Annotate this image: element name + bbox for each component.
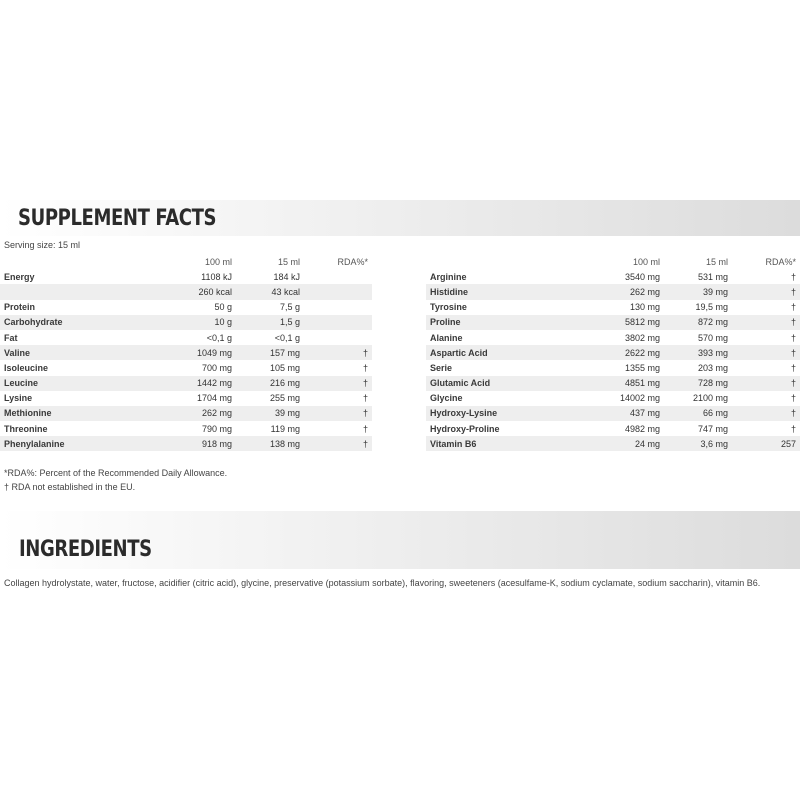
table-row [0, 376, 372, 391]
amount-value: 216 mg [236, 376, 304, 391]
column-header: 100 ml [204, 256, 232, 267]
column-header: 15 ml [705, 256, 728, 267]
ingredients-title: INGREDIENTS [19, 537, 152, 562]
amount-value: 872 mg [664, 315, 732, 330]
nutrient-name: Hydroxy-Lysine [426, 406, 576, 421]
rda-value: † [304, 345, 372, 360]
rda-value: † [790, 362, 796, 373]
table-row [0, 421, 372, 436]
column-header [0, 254, 150, 269]
nutrient-name: Serie [430, 362, 453, 373]
amount-value: 4851 mg [576, 376, 664, 391]
table-row [0, 315, 372, 330]
nutrient-name: Glycine [430, 393, 463, 404]
table-row [426, 421, 800, 436]
amount-value: <0,1 g [206, 332, 232, 343]
nutrient-name: Methionine [0, 406, 150, 421]
nutrient-name: Aspartic Acid [426, 345, 576, 360]
amount-value: 3540 mg [624, 271, 660, 282]
amount-value: <0,1 g [274, 332, 300, 343]
amount-value: 437 mg [576, 406, 664, 421]
nutrient-name: Isoleucine [4, 362, 49, 373]
table-row [426, 330, 800, 345]
rda-value [304, 269, 372, 284]
table-row [0, 300, 372, 315]
nutrition-table-left [0, 254, 372, 451]
amount-value: 3,6 mg [664, 436, 732, 451]
column-header: RDA%* [765, 256, 796, 267]
amount-value: 393 mg [664, 345, 732, 360]
rda-value: † [732, 376, 800, 391]
amount-value: 747 mg [697, 423, 728, 434]
amount-value: 157 mg [236, 345, 304, 360]
rda-value: † [790, 332, 796, 343]
nutrient-name: Energy [4, 271, 35, 282]
amount-value: 255 mg [269, 393, 300, 404]
table-row [426, 315, 800, 330]
table-row [0, 284, 372, 299]
rda-value: † [732, 345, 800, 360]
amount-value: 19,5 mg [695, 302, 728, 313]
nutrient-name: Carbohydrate [0, 315, 150, 330]
amount-value: 728 mg [664, 376, 732, 391]
rda-value: † [732, 315, 800, 330]
table-row [426, 406, 800, 421]
column-header: RDA%* [337, 256, 368, 267]
rda-value [304, 284, 372, 299]
nutrient-name: Histidine [426, 284, 576, 299]
table-row [0, 330, 372, 345]
amount-value: 24 mg [576, 436, 664, 451]
nutrient-name: Proline [426, 315, 576, 330]
rda-value: † [790, 393, 796, 404]
nutrient-name: Phenylalanine [0, 436, 150, 451]
nutrient-name: Threonine [4, 423, 48, 434]
amount-value: 262 mg [576, 284, 664, 299]
amount-value: 531 mg [697, 271, 728, 282]
table-row [426, 391, 800, 406]
amount-value: 2100 mg [692, 393, 728, 404]
nutrient-name: Hydroxy-Proline [430, 423, 500, 434]
supplement-facts-header [0, 200, 800, 236]
table-row [426, 376, 800, 391]
ingredients-header [0, 511, 800, 569]
nutrition-table-right [426, 254, 800, 451]
amount-value: 3802 mg [624, 332, 660, 343]
amount-value: 39 mg [236, 406, 304, 421]
table-row [426, 436, 800, 451]
rda-value: † [362, 393, 368, 404]
serving-size: Serving size: 15 ml [4, 240, 81, 250]
amount-value: 260 kcal [150, 284, 236, 299]
rda-value: † [362, 423, 368, 434]
rda-value: † [304, 376, 372, 391]
table-row [426, 284, 800, 299]
nutrient-name: Tyrosine [430, 302, 467, 313]
nutrient-name: Vitamin B6 [426, 436, 576, 451]
amount-value: 5812 mg [576, 315, 664, 330]
amount-value: 790 mg [201, 423, 232, 434]
amount-value: 1108 kJ [201, 271, 232, 282]
table-row [0, 436, 372, 451]
table-row [426, 300, 800, 315]
nutrient-name: Alanine [430, 332, 463, 343]
table-row [426, 269, 800, 284]
nutrient-name: Arginine [430, 271, 467, 282]
nutrient-name: Glutamic Acid [426, 376, 576, 391]
amount-value: 184 kJ [273, 271, 300, 282]
supplement-facts-title: SUPPLEMENT FACTS [18, 206, 217, 231]
rda-value: † [790, 302, 796, 313]
table-row [0, 406, 372, 421]
amount-value: 1355 mg [624, 362, 660, 373]
nutrient-name: Protein [4, 302, 36, 313]
amount-value: 918 mg [150, 436, 236, 451]
table-row [0, 269, 372, 284]
nutrient-name: Leucine [0, 376, 150, 391]
table-row [426, 345, 800, 360]
amount-value: 138 mg [236, 436, 304, 451]
column-header: 15 ml [277, 256, 300, 267]
amount-value: 570 mg [697, 332, 728, 343]
footnote-rda-not-established: † RDA not established in the EU. [4, 482, 136, 492]
amount-value: 10 g [150, 315, 236, 330]
table-row [0, 360, 372, 375]
amount-value: 14002 mg [619, 393, 660, 404]
amount-value: 119 mg [270, 423, 300, 434]
amount-value: 7,5 g [279, 302, 300, 313]
rda-value: † [732, 284, 800, 299]
rda-value: † [362, 362, 368, 373]
amount-value: 1,5 g [236, 315, 304, 330]
table-header-row [426, 254, 800, 269]
amount-value: 130 mg [629, 302, 660, 313]
rda-value: † [304, 436, 372, 451]
nutrient-name [0, 284, 150, 299]
amount-value: 4982 mg [624, 423, 660, 434]
footnote-rda-percent: *RDA%: Percent of the Recommended Daily Allowance. [4, 468, 228, 478]
table-row [426, 360, 800, 375]
rda-value: † [732, 406, 800, 421]
nutrient-name: Lysine [4, 393, 33, 404]
amount-value: 700 mg [201, 362, 232, 373]
amount-value: 66 mg [664, 406, 732, 421]
amount-value: 262 mg [150, 406, 236, 421]
table-row [0, 391, 372, 406]
column-header [426, 254, 576, 269]
amount-value: 43 kcal [236, 284, 304, 299]
rda-value: † [304, 406, 372, 421]
rda-value: 257 [732, 436, 800, 451]
ingredients-text: Collagen hydrolystate, water, fructose, acidifier (citric acid), glycine, preservative (potassium sorbate), flavoring, sweeteners (acesulfame-K, sodium cyclamate, sodium saccharin), vitamin B6. [4, 578, 761, 588]
rda-value [304, 330, 372, 345]
rda-value [304, 300, 372, 315]
nutrient-name: Fat [4, 332, 18, 343]
amount-value: 1049 mg [150, 345, 236, 360]
table-row [0, 345, 372, 360]
amount-value: 1704 mg [196, 393, 232, 404]
amount-value: 1442 mg [150, 376, 236, 391]
rda-value: † [790, 423, 796, 434]
amount-value: 203 mg [697, 362, 728, 373]
rda-value [304, 315, 372, 330]
amount-value: 2622 mg [576, 345, 664, 360]
column-header: 100 ml [632, 256, 660, 267]
amount-value: 50 g [214, 302, 232, 313]
nutrient-name: Valine [0, 345, 150, 360]
amount-value: 39 mg [664, 284, 732, 299]
amount-value: 105 mg [269, 362, 300, 373]
footnotes [4, 466, 227, 494]
table-header-row [0, 254, 372, 269]
rda-value: † [790, 271, 796, 282]
